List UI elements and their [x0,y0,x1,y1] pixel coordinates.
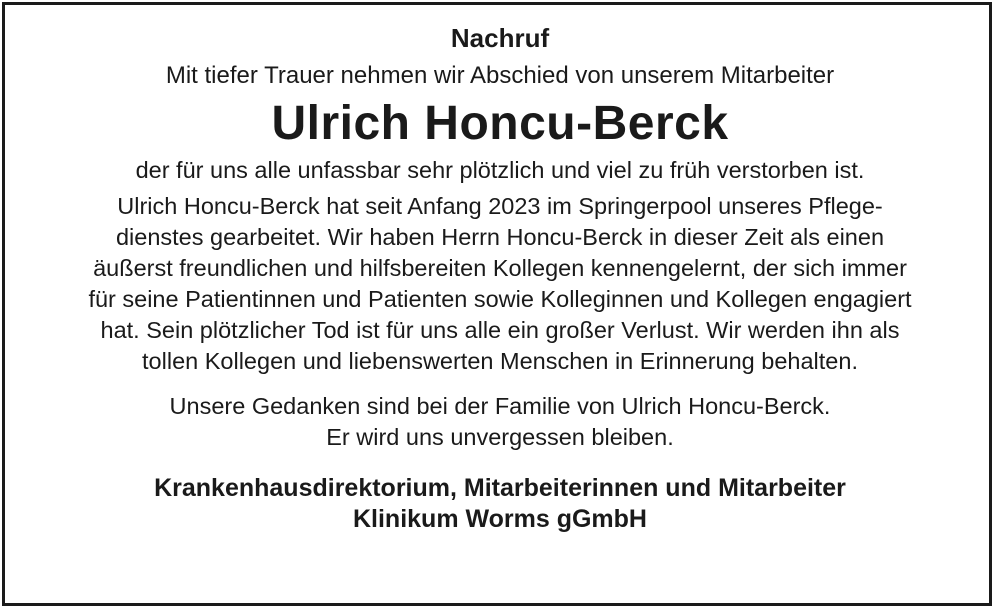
notice-body [50,191,950,377]
obituary-content [5,5,995,535]
thoughts-line: Er wird uns unvergessen bleiben. [326,424,674,450]
signature-line: Krankenhausdirektorium, Mitarbeiterinnen und Mitarbeiter [154,474,846,502]
body-line: tollen Kollegen und liebenswerten Menschen in Erinnerung behalten. [142,348,858,374]
obituary-frame [2,2,992,606]
thoughts-line: Unsere Gedanken sind bei der Familie von Ulrich Honcu-Berck. [169,393,831,419]
notice-subline: der für uns alle unfassbar sehr plötzlich und viel zu früh verstorben ist. [135,157,865,183]
body-line: hat. Sein plötzlicher Tod ist für uns alle ein großer Verlust. Wir werden ihn als [100,317,900,343]
body-line: Ulrich Honcu-Berck hat seit Anfang 2023 im Springerpool unseres Pflege- [117,193,883,219]
notice-signature [5,473,995,535]
signature-line: Klinikum Worms gGmbH [352,505,647,533]
notice-thoughts [5,391,995,453]
body-line: dienstes gearbeitet. Wir haben Herrn Honcu-Berck in dieser Zeit als einen [115,224,885,250]
body-line: für seine Patientinnen und Patienten sowie Kolleginnen und Kollegen engagiert [88,286,912,312]
body-line: äußerst freundlichen und hilfsbereiten Kollegen kennengelernt, der sich immer [93,255,907,281]
notice-intro: Mit tiefer Trauer nehmen wir Abschied von unserem Mitarbeiter [165,62,835,89]
deceased-name: Ulrich Honcu-Berck [271,97,729,150]
notice-heading: Nachruf [450,23,550,53]
